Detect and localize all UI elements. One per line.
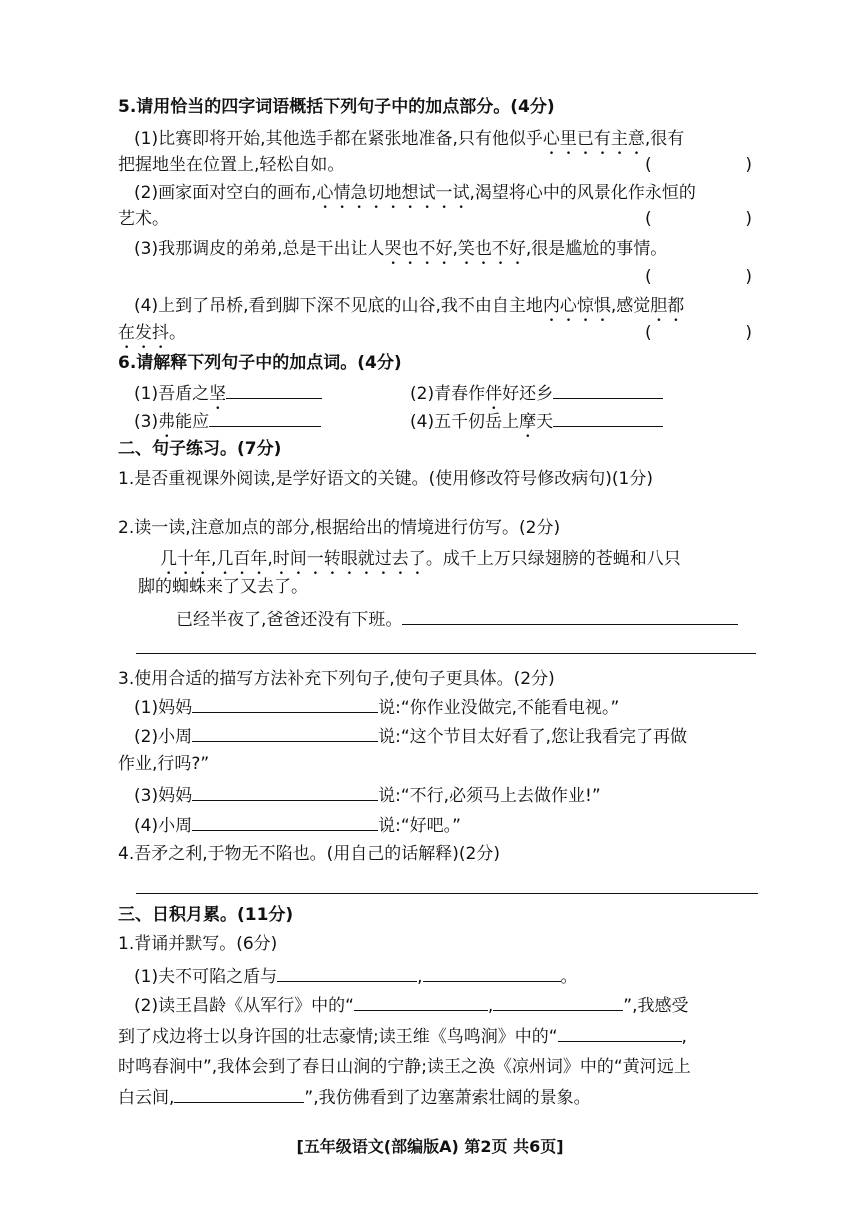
- page-footer: [五年级语文(部编版A) 第2页 共6页]: [296, 1137, 564, 1156]
- sec2-q2-passage-line-2: 脚的蜘蛛来了又去了。: [138, 577, 308, 597]
- q5-item-2-line-1: (2)画家面对空白的画布,心情急切地想试一试,渴望将心中的风景化作永恒的: [134, 183, 696, 203]
- q5-item-4-line-2: 在发抖。: [118, 323, 186, 343]
- q6-item-1: (1)吾盾之坚: [134, 380, 322, 406]
- sec3-q1-item-2-line-3: 时鸣春涧中”,我体会到了春日山涧的宁静;读王之涣《凉州词》中的“黄河远上: [118, 1057, 691, 1077]
- sec2-q4: 4.吾矛之利,于物无不陷也。(用自己的话解释)(2分): [118, 844, 500, 864]
- q5-item-4-line-1: (4)上到了吊桥,看到脚下深不见底的山谷,我不由自主地内心惊惧,感觉胆都: [134, 296, 685, 316]
- sec3-q1-item-1: (1)夫不可陷之盾与 , 。: [134, 963, 578, 989]
- sec2-q3-item-3-blank[interactable]: [192, 782, 378, 801]
- q5-item-1-line-2: 把握地坐在位置上,轻松自如。: [118, 155, 345, 175]
- sec3-q1-item-1-blank-a[interactable]: [277, 963, 417, 982]
- q6-item-2: (2)青春作伴好还乡: [410, 380, 663, 406]
- q6-item-3-blank[interactable]: [209, 408, 321, 427]
- sec3-q1-title: 1.背诵并默写。(6分): [118, 934, 278, 954]
- q5-item-4-answer-paren[interactable]: ( ): [645, 323, 752, 343]
- q6-title: 6.请解释下列句子中的加点词。(4分): [118, 353, 402, 373]
- sec2-q2-answer-blank[interactable]: [402, 606, 738, 625]
- sec3-q1-item-2-line-2: 到了戍边将士以身许国的壮志豪情;读王维《鸟鸣涧》中的“ ,: [118, 1023, 687, 1049]
- sec2-q3-item-2-blank[interactable]: [192, 723, 378, 742]
- section-2-title: 二、句子练习。(7分): [118, 439, 282, 459]
- q5-item-1-answer-paren[interactable]: ( ): [645, 155, 752, 175]
- sec2-q3-item-2-line-2: 作业,行吗?”: [118, 754, 210, 774]
- sec3-q1-item-2-blank-b[interactable]: [493, 992, 623, 1011]
- q6-item-1-blank[interactable]: [226, 380, 322, 399]
- section-3-title: 三、日积月累。(11分): [118, 905, 294, 925]
- sec2-q2-passage-line-1: 几十年,几百年,时间一转眼就过去了。成千上万只绿翅膀的苍蝇和八只: [160, 549, 681, 569]
- q5-item-2-answer-paren[interactable]: ( ): [645, 209, 752, 229]
- q5-item-1-line-1: (1)比赛即将开始,其他选手都在紧张地准备,只有他似乎心里已有主意,很有: [134, 129, 685, 149]
- q6-item-4: (4)五千仞岳上摩天: [410, 408, 663, 434]
- sec3-q1-item-2-blank-d[interactable]: [174, 1084, 304, 1103]
- q5-item-3-line-1: (3)我那调皮的弟弟,总是干出让人哭也不好,笑也不好,很是尴尬的事情。: [134, 239, 668, 259]
- sec2-q3-item-1-blank[interactable]: [192, 694, 378, 713]
- q5-item-3-answer-paren[interactable]: ( ): [645, 267, 752, 287]
- sec3-q1-item-2-line-4: 白云间, ”,我仿佛看到了边塞萧索壮阔的景象。: [118, 1084, 591, 1110]
- sec2-q2-title: 2.读一读,注意加点的部分,根据给出的情境进行仿写。(2分): [118, 518, 561, 538]
- sec2-q1: 1.是否重视课外阅读,是学好语文的关键。(使用修改符号修改病句)(1分): [118, 469, 653, 489]
- sec3-q1-item-2-blank-c[interactable]: [558, 1023, 682, 1042]
- sec2-q2-prompt: 已经半夜了,爸爸还没有下班。: [176, 606, 738, 632]
- sec2-q2-answer-line[interactable]: [136, 653, 756, 654]
- q6-item-4-blank[interactable]: [553, 408, 663, 427]
- sec2-q4-answer-line[interactable]: [136, 893, 758, 894]
- q6-item-3: (3)弗能应: [134, 408, 321, 434]
- q5-item-2-line-2: 艺术。: [118, 209, 169, 229]
- sec2-q3-item-3: (3)妈妈 说:“不行,必须马上去做作业!”: [134, 782, 601, 808]
- sec2-q3-item-1: (1)妈妈 说:“你作业没做完,不能看电视。”: [134, 694, 619, 720]
- sec3-q1-item-2-line-1: (2)读王昌龄《从军行》中的“ , ”,我感受: [134, 992, 689, 1018]
- sec3-q1-item-1-blank-b[interactable]: [423, 963, 561, 982]
- q6-item-2-blank[interactable]: [553, 380, 663, 399]
- sec3-q1-item-2-blank-a[interactable]: [354, 992, 488, 1011]
- sec2-q3-item-4-blank[interactable]: [192, 812, 378, 831]
- sec2-q3-title: 3.使用合适的描写方法补充下列句子,使句子更具体。(2分): [118, 669, 555, 689]
- sec2-q3-item-2: (2)小周 说:“这个节目太好看了,您让我看完了再做: [134, 723, 687, 749]
- sec2-q3-item-4: (4)小周 说:“好吧。”: [134, 812, 461, 838]
- q5-title: 5.请用恰当的四字词语概括下列句子中的加点部分。(4分): [118, 97, 555, 117]
